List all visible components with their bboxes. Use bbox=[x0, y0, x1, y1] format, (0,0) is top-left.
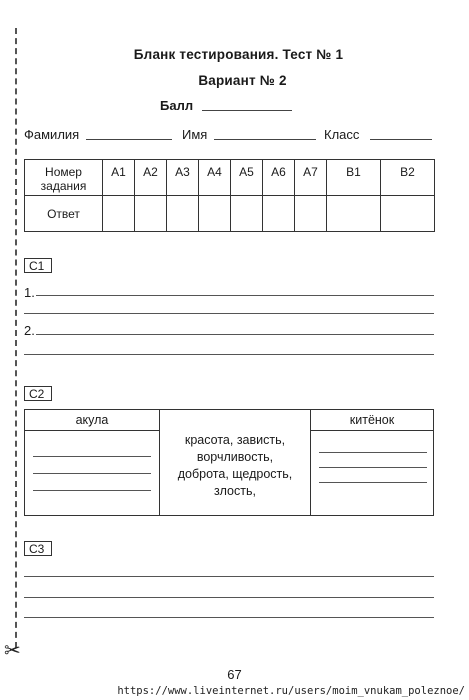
c1-item-1-number: 1. bbox=[24, 285, 35, 300]
answer-cell[interactable] bbox=[263, 196, 295, 232]
c2-right-line[interactable] bbox=[319, 482, 427, 483]
c1-answer-line[interactable] bbox=[24, 313, 434, 314]
c1-answer-line[interactable] bbox=[36, 334, 434, 335]
c3-answer-line[interactable] bbox=[24, 597, 434, 598]
answer-cell[interactable] bbox=[327, 196, 381, 232]
class-label: Класс bbox=[324, 127, 360, 142]
c1-item-2-number: 2. bbox=[24, 323, 35, 338]
score-field[interactable] bbox=[202, 110, 292, 111]
c3-answer-line[interactable] bbox=[24, 576, 434, 577]
c2-sorting-table bbox=[24, 409, 434, 516]
answer-cell[interactable] bbox=[103, 196, 135, 232]
scissors-icon: ✂ bbox=[4, 638, 21, 662]
c2-left-line[interactable] bbox=[33, 456, 151, 457]
column-header: A3 bbox=[167, 160, 199, 196]
c2-left-column bbox=[25, 410, 159, 515]
c2-word: доброта, щедрость, bbox=[177, 467, 293, 481]
variant-title: Вариант № 2 bbox=[198, 73, 287, 88]
answer-cell[interactable] bbox=[231, 196, 263, 232]
name-field[interactable] bbox=[214, 139, 316, 140]
answer-cell[interactable] bbox=[167, 196, 199, 232]
answer-cell[interactable] bbox=[135, 196, 167, 232]
page-number: 67 bbox=[227, 667, 242, 682]
section-c1-tag: C1 bbox=[24, 258, 52, 273]
column-header: B1 bbox=[327, 160, 381, 196]
c1-answer-line[interactable] bbox=[36, 295, 434, 296]
section-c3-tag: C3 bbox=[24, 541, 52, 556]
class-field[interactable] bbox=[370, 139, 432, 140]
c2-right-line[interactable] bbox=[319, 452, 427, 453]
section-c2-tag: C2 bbox=[24, 386, 52, 401]
column-header: A1 bbox=[103, 160, 135, 196]
c2-word-bank bbox=[159, 410, 311, 515]
answer-cell[interactable] bbox=[199, 196, 231, 232]
c1-answer-line[interactable] bbox=[24, 354, 434, 355]
c2-left-line[interactable] bbox=[33, 473, 151, 474]
c2-word: злость, bbox=[214, 484, 256, 498]
surname-label: Фамилия bbox=[24, 127, 80, 142]
column-header: A4 bbox=[199, 160, 231, 196]
column-header: B2 bbox=[381, 160, 435, 196]
task-number-header: Номер задания bbox=[25, 160, 103, 196]
answer-cell[interactable] bbox=[381, 196, 435, 232]
c2-right-header: китёнок bbox=[311, 410, 433, 431]
score-label: Балл bbox=[160, 98, 194, 113]
answer-row-label: Ответ bbox=[25, 196, 103, 232]
column-header: A2 bbox=[135, 160, 167, 196]
page-title: Бланк тестирования. Тест № 1 bbox=[133, 47, 344, 62]
column-header: A7 bbox=[295, 160, 327, 196]
source-url: https://www.liveinternet.ru/users/moim_vnukam_poleznoe/ bbox=[117, 685, 465, 697]
name-label: Имя bbox=[182, 127, 208, 142]
c2-right-line[interactable] bbox=[319, 467, 427, 468]
c2-word: ворчливость, bbox=[196, 450, 274, 464]
c2-left-line[interactable] bbox=[33, 490, 151, 491]
column-header: A5 bbox=[231, 160, 263, 196]
c2-left-header: акула bbox=[25, 410, 159, 431]
column-header: A6 bbox=[263, 160, 295, 196]
answer-cell[interactable] bbox=[295, 196, 327, 232]
answer-table bbox=[24, 159, 435, 232]
c3-answer-line[interactable] bbox=[24, 617, 434, 618]
surname-field[interactable] bbox=[86, 139, 172, 140]
c2-word: красота, зависть, bbox=[184, 433, 286, 447]
c2-right-column bbox=[311, 410, 433, 515]
cut-line bbox=[15, 28, 17, 648]
